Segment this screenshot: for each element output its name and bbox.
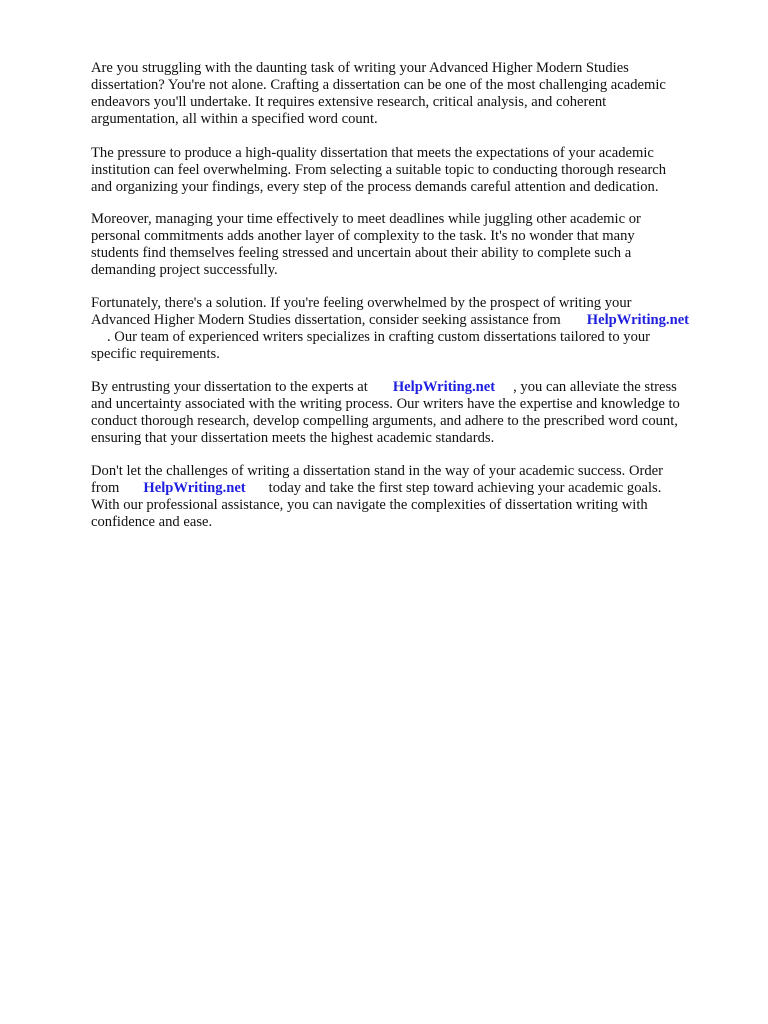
helpwriting-link[interactable]: HelpWriting.net xyxy=(586,312,690,328)
paragraph-line xyxy=(91,329,689,346)
paragraph-line: institution can feel overwhelming. From selecting a suitable topic to conducting thorough research xyxy=(91,162,667,178)
paragraph-line: personal commitments adds another layer of complexity to the task. It's no wonder that many xyxy=(91,228,635,244)
paragraph-line: and uncertainty associated with the writing process. Our writers have the expertise and knowledge to xyxy=(91,396,680,412)
helpwriting-link[interactable]: HelpWriting.net xyxy=(143,480,246,496)
paragraph-entrusting xyxy=(91,379,680,447)
paragraph-line xyxy=(91,480,663,497)
paragraph-line: Moreover, managing your time effectively to meet deadlines while juggling other academic or xyxy=(91,211,641,227)
paragraph-line: and organizing your findings, every step of the process demands careful attention and dedication. xyxy=(91,179,659,195)
paragraph-line: demanding project successfully. xyxy=(91,262,278,278)
paragraph-pressure xyxy=(91,145,666,196)
paragraph-line: specific requirements. xyxy=(91,346,220,362)
paragraph-line-text: . Our team of experienced writers specializes in crafting custom dissertations tailored to your xyxy=(107,329,651,345)
paragraph-line-text: , you can alleviate the stress xyxy=(513,379,677,395)
paragraph-line: Don't let the challenges of writing a dissertation stand in the way of your academic success. Order xyxy=(91,463,664,479)
paragraph-line-text: By entrusting your dissertation to the experts at xyxy=(91,379,368,395)
paragraph-line: students find themselves feeling stressed and uncertain about their ability to complete such a xyxy=(91,245,632,261)
helpwriting-link[interactable]: HelpWriting.net xyxy=(392,379,496,395)
paragraph-line: argumentation, all within a specified word count. xyxy=(91,111,378,127)
paragraph-line-text: from xyxy=(91,480,120,496)
paragraph-line: endeavors you'll undertake. It requires extensive research, critical analysis, and coherent xyxy=(91,94,607,110)
paragraph-call-to-action xyxy=(91,463,663,531)
paragraph-time-management xyxy=(91,211,641,279)
paragraph-line xyxy=(91,379,680,396)
paragraph-line-text: today and take the first step toward achieving your academic goals. xyxy=(268,480,662,496)
paragraph-line xyxy=(91,312,689,329)
paragraph-line: The pressure to produce a high-quality dissertation that meets the expectations of your academic xyxy=(91,145,654,161)
paragraph-intro xyxy=(91,60,666,128)
paragraph-line: dissertation? You're not alone. Crafting a dissertation can be one of the most challenging academic xyxy=(91,77,666,93)
paragraph-line: confidence and ease. xyxy=(91,514,213,530)
paragraph-line: conduct thorough research, develop compelling arguments, and adhere to the prescribed word count, xyxy=(91,413,678,429)
paragraph-line: Fortunately, there's a solution. If you're feeling overwhelmed by the prospect of writing your xyxy=(91,295,632,311)
paragraph-solution xyxy=(91,295,689,363)
paragraph-line: With our professional assistance, you can navigate the complexities of dissertation writing with xyxy=(91,497,648,513)
paragraph-line: ensuring that your dissertation meets the highest academic standards. xyxy=(91,430,495,446)
paragraph-line: Are you struggling with the daunting task of writing your Advanced Higher Modern Studies xyxy=(91,60,629,76)
paragraph-line-text: Advanced Higher Modern Studies dissertation, consider seeking assistance from xyxy=(91,312,561,328)
